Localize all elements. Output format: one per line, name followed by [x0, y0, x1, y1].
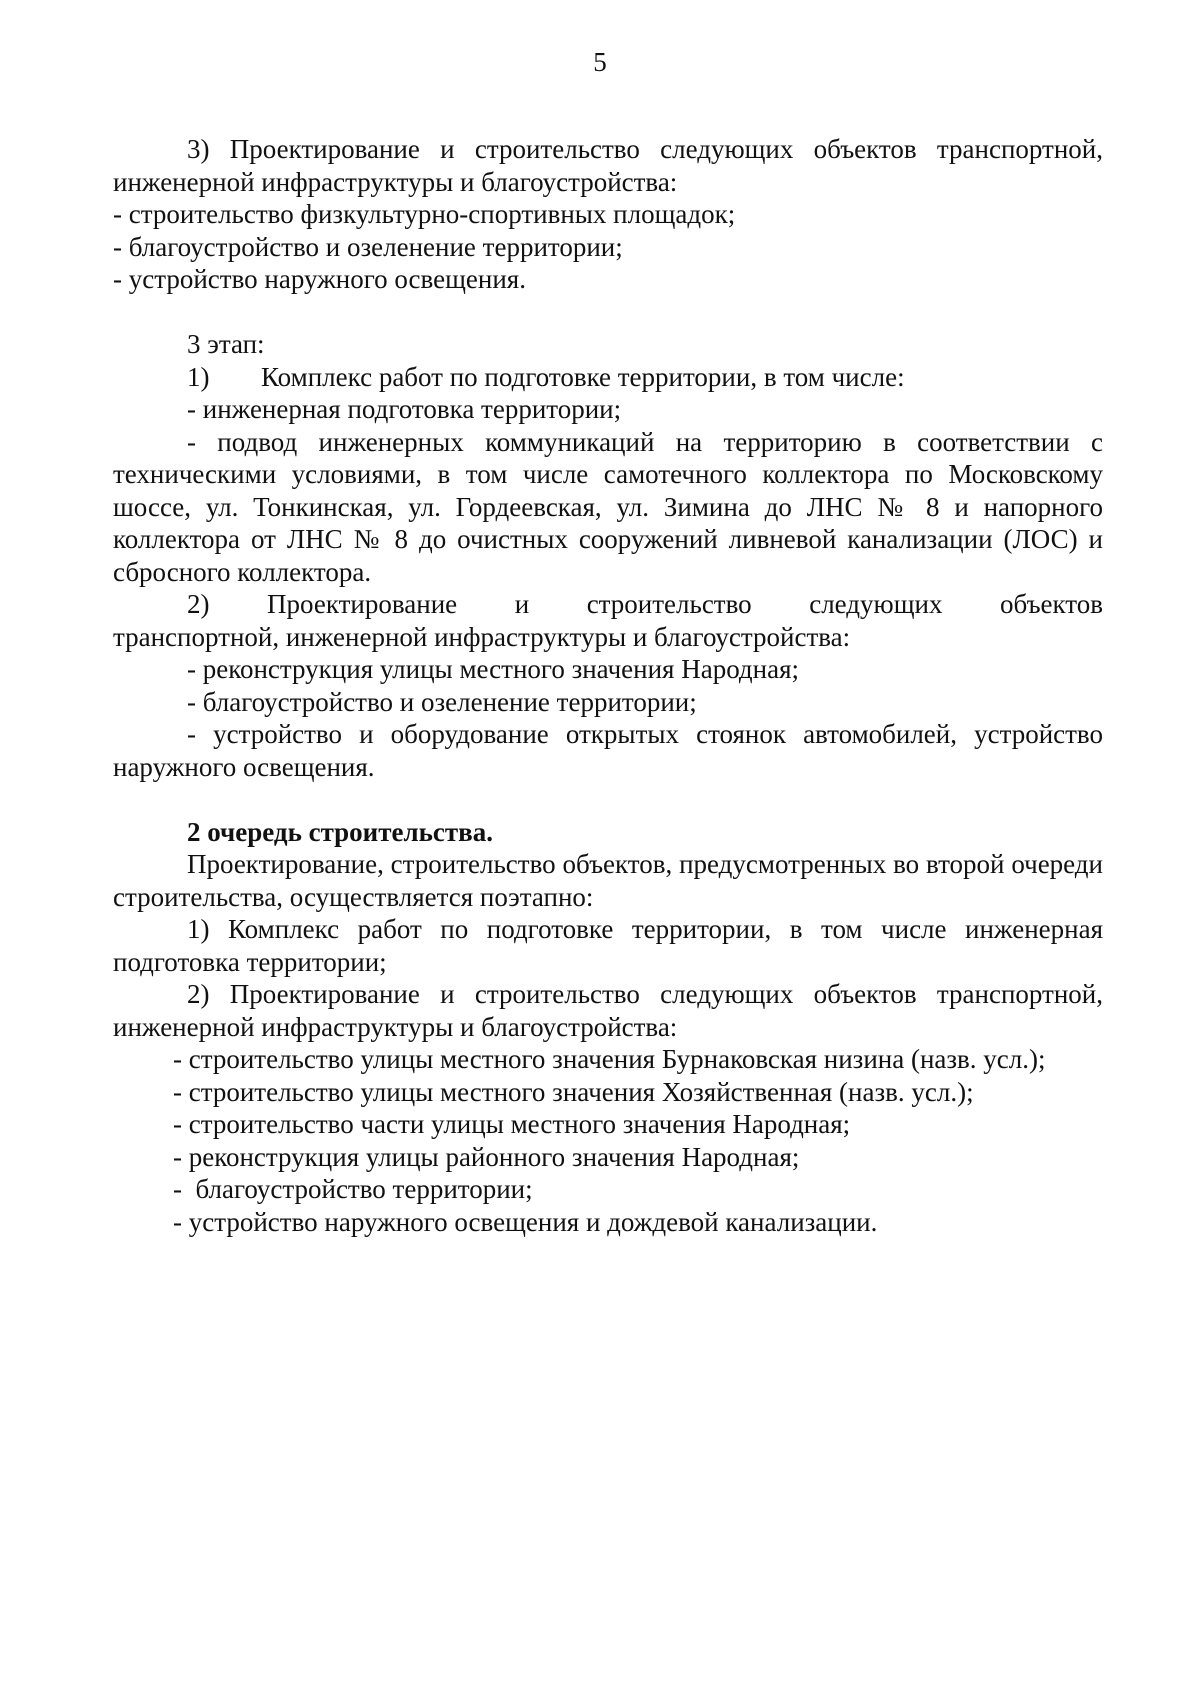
step-word: 2): [187, 589, 210, 619]
section-heading: 2 очередь строительства.: [187, 816, 493, 847]
list-item: - благоустройство и озеленение территории;: [113, 231, 623, 262]
stage-title: 3 этап:: [187, 329, 265, 359]
list-item: - строительство физкультурно-спортивных площадок;: [113, 199, 736, 229]
paragraph-intro: Проектирование, строительство объектов, предусмотренных во второй очереди строительства, осуществляется поэтапно:: [113, 849, 1103, 912]
list-item: - устройство наружного освещения и дождевой канализации.: [173, 1206, 878, 1237]
paragraph-design-construction: 3) Проектирование и строительство следующих объектов транспортной, инженерной инфраструктуры и благоустройства:: [113, 134, 1103, 197]
step-word: строительство: [586, 589, 752, 619]
step-word: и: [514, 589, 530, 619]
step-2-continuation: транспортной, инженерной инфраструктуры и благоустройства:: [113, 621, 851, 652]
list-item: - строительство части улицы местного значения Народная;: [173, 1109, 851, 1139]
list-item: - строительство улицы местного значения Хозяйственная (назв. усл.);: [173, 1076, 974, 1107]
spacer: [113, 783, 1103, 816]
list-item: - реконструкция улицы районного значения Народная;: [173, 1141, 800, 1172]
paragraph-step-1: 1) Комплекс работ по подготовке территории, в том числе инженерная подготовка территории;: [113, 914, 1103, 977]
list-item: - устройство наружного освещения.: [113, 264, 526, 294]
spacer: [113, 296, 1103, 329]
list-item: - реконструкция улицы местного значения Народная;: [187, 654, 800, 684]
list-item: - инженерная подготовка территории;: [187, 394, 622, 424]
page-number: 5: [593, 47, 607, 77]
paragraph-step-2: 2) Проектирование и строительство следующих объектов транспортной, инженерной инфраструктуры и благоустройства:: [113, 979, 1103, 1042]
step-text: Комплекс работ по подготовке территории, в том числе:: [261, 361, 905, 392]
step-word: Проектирование: [267, 589, 458, 619]
list-item-long: - подвод инженерных коммуникаций на территорию в соответствии с техническими условиями, в том числе самотечного коллектора по Московскому шоссе, ул. Тонкинская, ул. Гордеевская, ул. Зимина до ЛНС № 8 и напорного коллектора от ЛНС № 8 до очистных сооружений ливневой канализации (ЛОС) и сбросного коллектора.: [113, 426, 1103, 587]
list-item: - благоустройство территории;: [173, 1174, 533, 1204]
list-item: - строительство улицы местного значения Бурнаковская низина (назв. усл.);: [173, 1044, 1046, 1074]
stage-step-1: [113, 361, 1103, 394]
list-item-long: - устройство и оборудование открытых стоянок автомобилей, устройство наружного освещения.: [113, 719, 1103, 782]
list-item: - благоустройство и озеленение территории;: [187, 686, 697, 717]
stage-step-2-line: [113, 588, 1103, 621]
body-text: [113, 133, 1103, 1238]
step-number: 1): [187, 361, 210, 392]
step-word: объектов: [1000, 589, 1103, 619]
step-word: следующих: [809, 589, 943, 619]
